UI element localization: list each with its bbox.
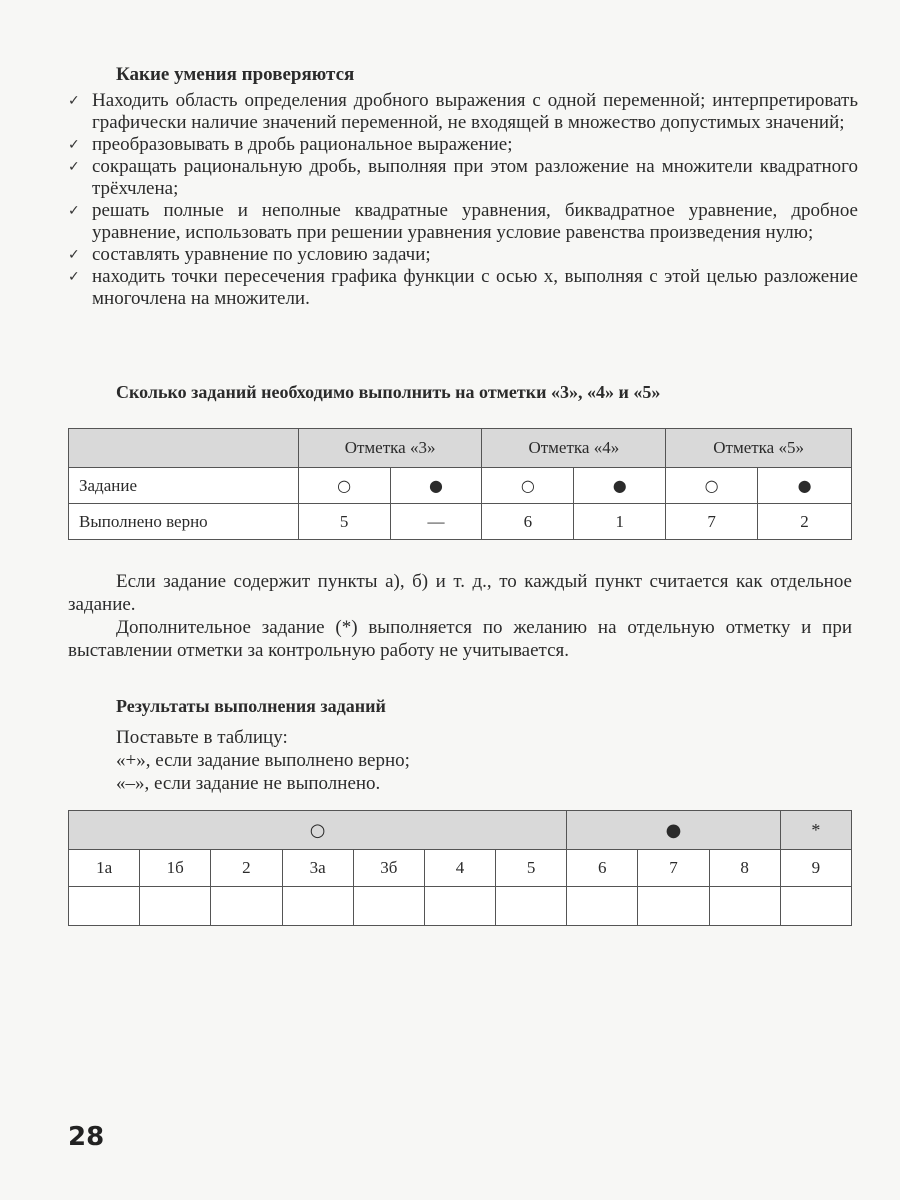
done-value: 7 [666, 504, 758, 540]
note-paragraph: Дополнительное задание (*) выполняется по желанию на отдельную отметку и при выставлении отметки за контрольную работу не учитывается. [68, 617, 852, 661]
dot-icon: ● [758, 468, 852, 504]
grades-heading: Сколько заданий необходимо выполнить на отметки «3», «4» и «5» [116, 382, 661, 402]
instruction-line: «–», если задание не выполнено. [116, 773, 381, 794]
check-icon: ✓ [68, 269, 80, 285]
task-number: 6 [567, 850, 638, 887]
grades-corner-cell [69, 429, 299, 468]
result-cell[interactable] [69, 887, 140, 926]
done-value: 1 [574, 504, 666, 540]
skill-text: находить точки пересечения графика функции с осью x, выполняя с этой целью разложение многочлена на множители. [92, 266, 858, 309]
skill-item [68, 200, 858, 244]
grade-5-header: Отметка «5» [666, 429, 852, 468]
skill-item [68, 90, 858, 134]
task-number: 5 [496, 850, 567, 887]
check-icon: ✓ [68, 159, 80, 175]
skill-text: решать полные и неполные квадратные уравнения, биквадратное уравнение, дробное уравнение, использовать при решении уравнения условие равенства произведения нулю; [92, 200, 858, 243]
results-instructions [116, 726, 410, 795]
task-number: 8 [709, 850, 780, 887]
page-number: 28 [68, 1122, 105, 1152]
task-number: 2 [211, 850, 282, 887]
note-paragraph: Если задание содержит пункты а), б) и т. д., то каждый пункт считается как отдельное задание. [68, 571, 852, 615]
skill-item [68, 244, 858, 266]
circle-icon: ○ [298, 468, 390, 504]
result-cell[interactable] [567, 887, 638, 926]
skills-heading: Какие умения проверяются [116, 64, 355, 85]
skills-list [68, 90, 858, 310]
task-number: 7 [638, 850, 709, 887]
dot-icon: ● [390, 468, 482, 504]
results-table [68, 810, 852, 926]
instruction-line: «+», если задание выполнено верно; [116, 750, 410, 771]
task-row-label: Задание [69, 468, 299, 504]
result-cell[interactable] [496, 887, 567, 926]
grades-table [68, 428, 852, 540]
circle-icon: ○ [482, 468, 574, 504]
skill-text: составлять уравнение по условию задачи; [92, 244, 431, 265]
circle-group-icon: ○ [69, 811, 567, 850]
star-group-icon: * [780, 811, 851, 850]
dot-group-icon: ● [567, 811, 781, 850]
results-heading: Результаты выполнения заданий [116, 696, 386, 716]
task-number: 9 [780, 850, 851, 887]
dot-icon: ● [574, 468, 666, 504]
task-number: 3б [353, 850, 424, 887]
grade-3-header: Отметка «3» [298, 429, 482, 468]
result-cell[interactable] [353, 887, 424, 926]
skill-item [68, 156, 858, 200]
done-row-label: Выполнено верно [69, 504, 299, 540]
task-number: 3а [282, 850, 353, 887]
result-cell[interactable] [709, 887, 780, 926]
result-cell[interactable] [282, 887, 353, 926]
check-icon: ✓ [68, 203, 80, 219]
skill-item [68, 134, 858, 156]
skill-text: преобразовывать в дробь рациональное выражение; [92, 134, 513, 155]
check-icon: ✓ [68, 93, 80, 109]
skill-text: сокращать рациональную дробь, выполняя при этом разложение на множители квадратного трёхчлена; [92, 156, 858, 199]
done-value: 5 [298, 504, 390, 540]
check-icon: ✓ [68, 247, 80, 263]
done-value: — [390, 504, 482, 540]
result-cell[interactable] [780, 887, 851, 926]
result-cell[interactable] [140, 887, 211, 926]
result-cell[interactable] [424, 887, 495, 926]
check-icon: ✓ [68, 137, 80, 153]
task-number: 1а [69, 850, 140, 887]
circle-icon: ○ [666, 468, 758, 504]
done-value: 6 [482, 504, 574, 540]
notes-block [68, 570, 852, 662]
skill-item [68, 266, 858, 310]
result-cell[interactable] [211, 887, 282, 926]
instruction-line: Поставьте в таблицу: [116, 727, 288, 748]
skill-text: Находить область определения дробного выражения с одной переменной; интерпретировать графически наличие значений переменной, не входящей в множество допустимых значений; [92, 90, 858, 133]
task-number: 4 [424, 850, 495, 887]
result-cell[interactable] [638, 887, 709, 926]
task-number: 1б [140, 850, 211, 887]
done-value: 2 [758, 504, 852, 540]
grade-4-header: Отметка «4» [482, 429, 666, 468]
